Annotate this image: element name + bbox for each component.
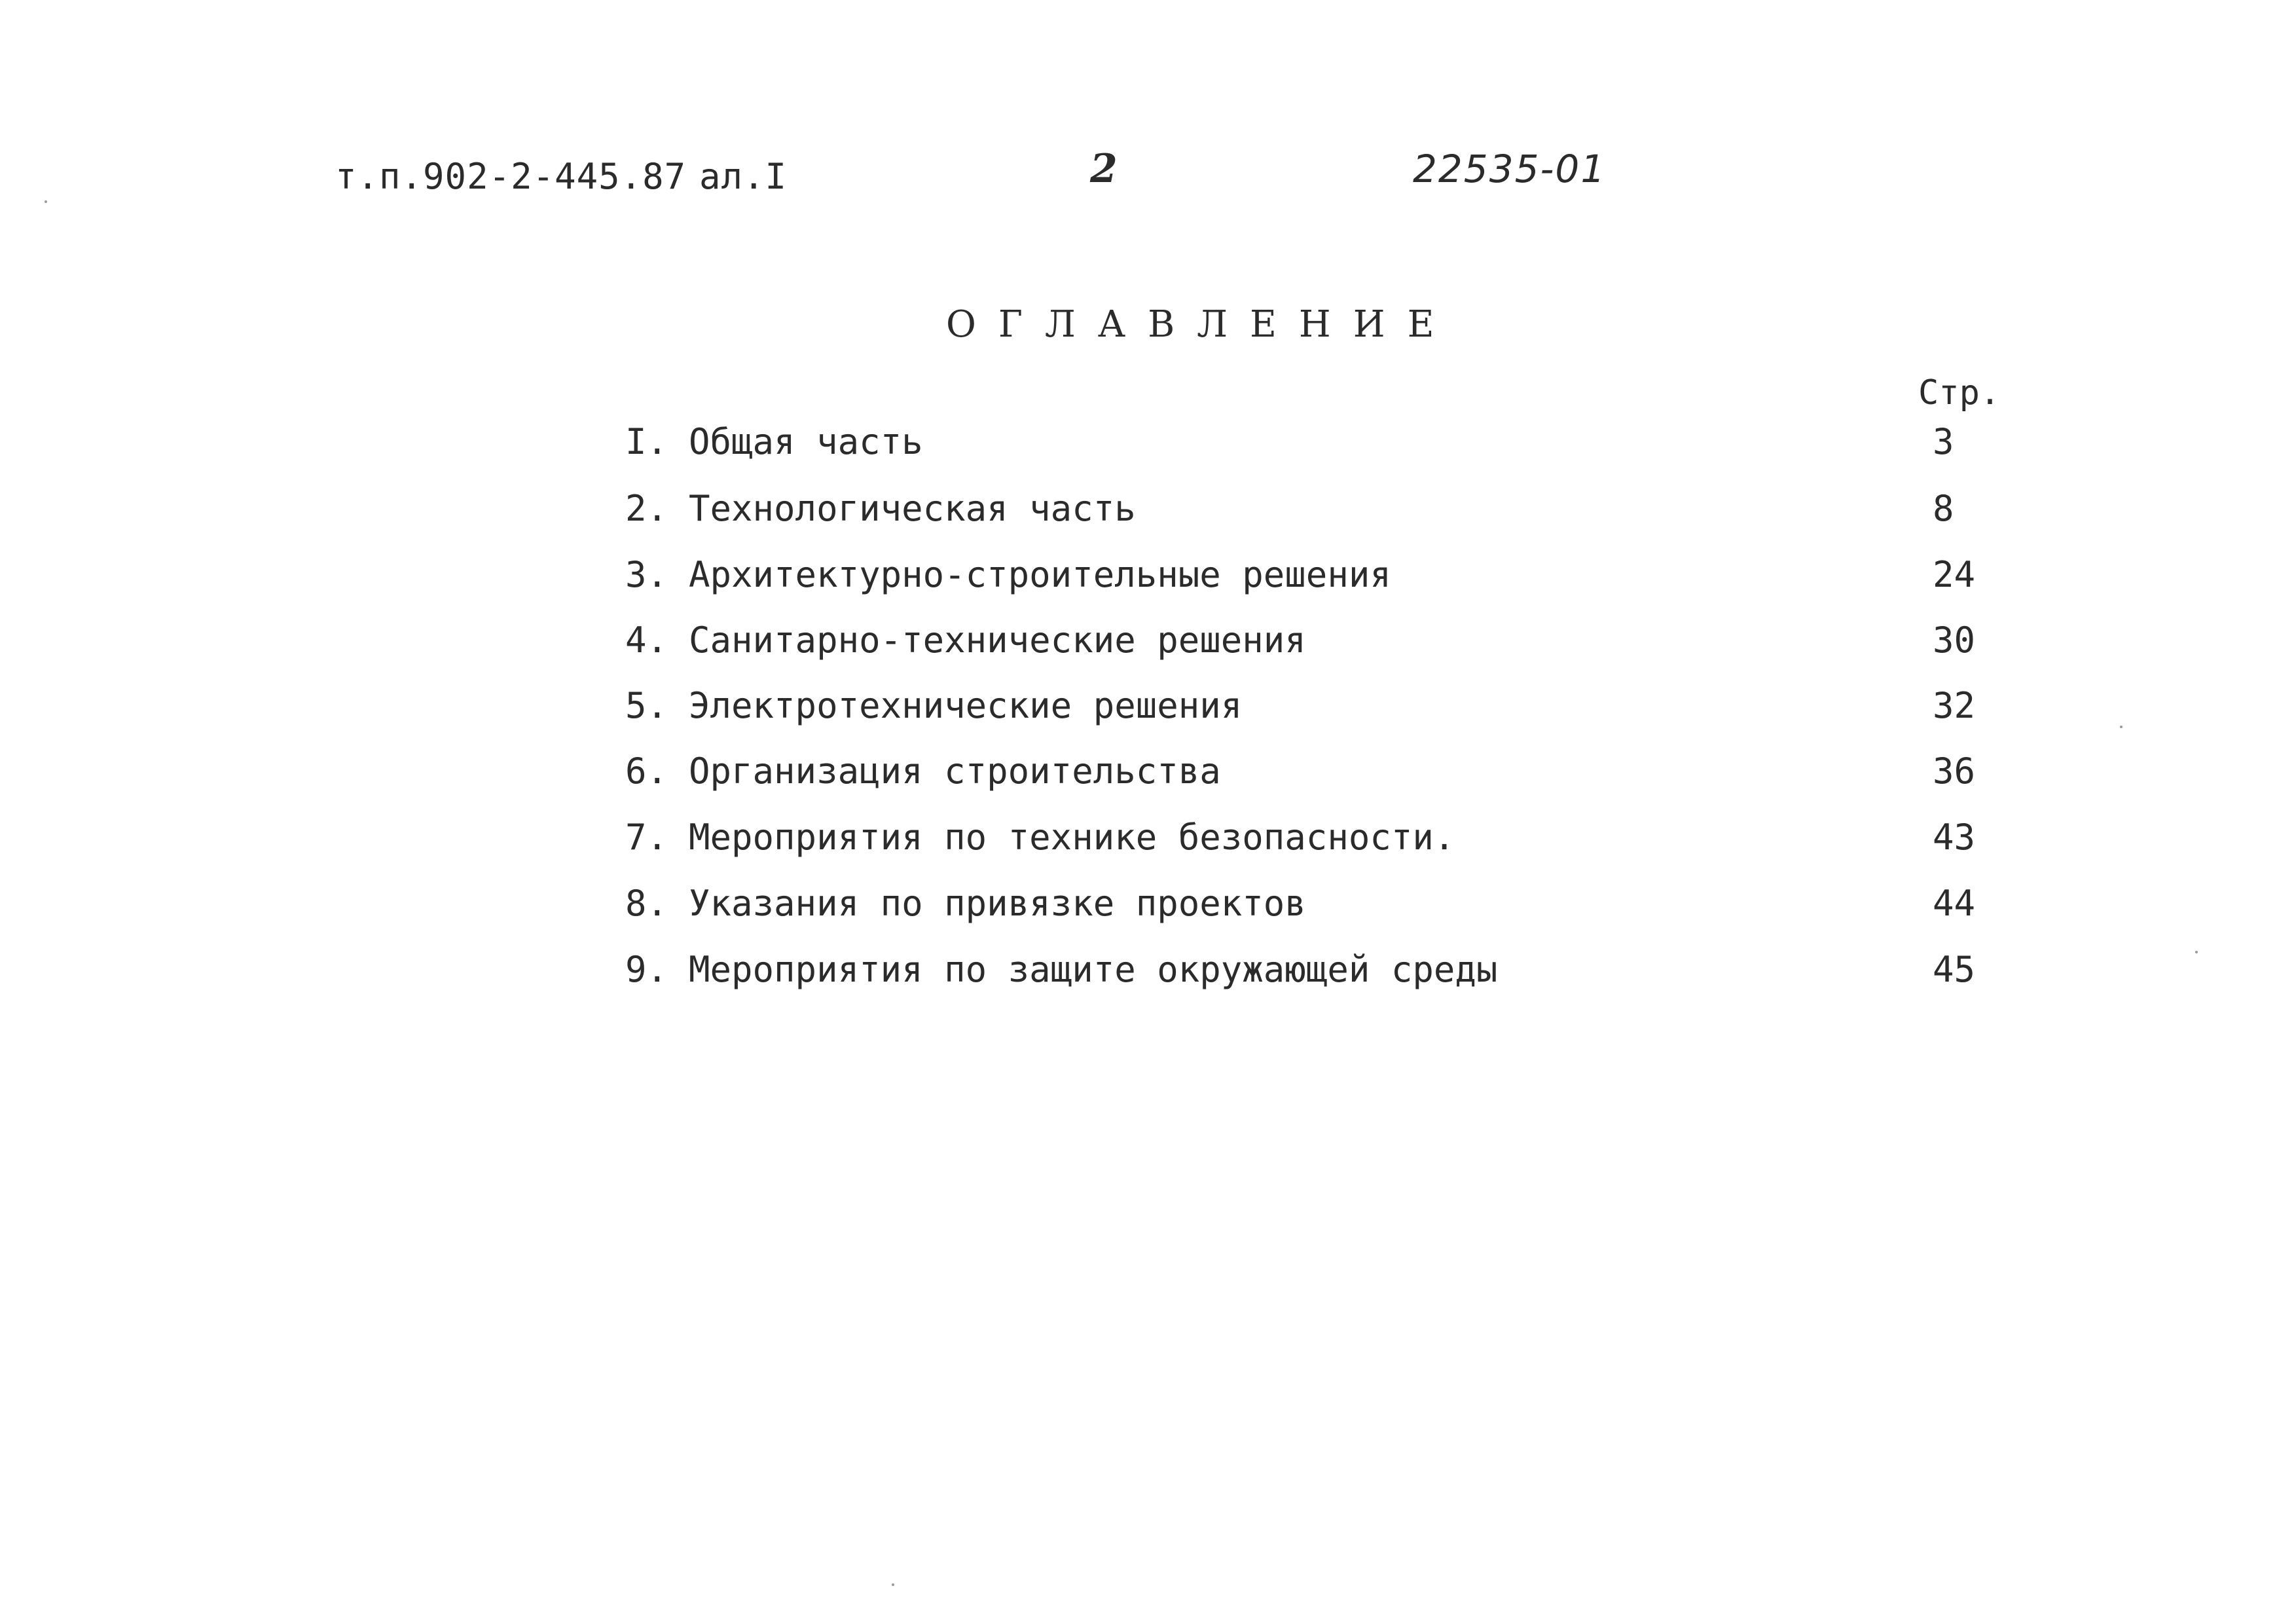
inventory-number: 22535-01: [1413, 147, 1607, 191]
toc-item-page: 24: [1933, 554, 1976, 595]
toc-item-number: 6.: [625, 750, 668, 792]
toc-item-number: 2.: [625, 488, 668, 529]
scan-speck: [2195, 951, 2198, 953]
sheet-label: ал.I: [699, 156, 788, 197]
toc-item: [0, 552, 2296, 604]
toc-item: [0, 748, 2296, 801]
toc-item-number: 9.: [625, 949, 668, 990]
page-number: 2: [1090, 146, 1118, 192]
toc-item-page: 44: [1933, 883, 1976, 924]
toc-title: ОГЛАВЛЕНИЕ: [946, 303, 1457, 346]
toc-item: [0, 815, 2296, 867]
toc-item: [0, 618, 2296, 670]
toc-item: [0, 683, 2296, 735]
toc-item: [0, 881, 2296, 933]
scan-speck: [45, 200, 47, 203]
toc-item-title: Организация строительства: [689, 750, 1221, 792]
toc-item-number: 8.: [625, 883, 668, 924]
toc-item-title: Санитарно-технические решения: [689, 619, 1306, 661]
page-column-label: Стр.: [1918, 373, 2001, 413]
toc-item-page: 36: [1933, 750, 1976, 792]
doc-code: т.п.902-2-445.87: [335, 156, 687, 197]
toc-item-number: I.: [625, 421, 668, 462]
toc-item-title: Мероприятия по защите окружающей среды: [689, 949, 1498, 990]
toc-item-page: 32: [1933, 685, 1976, 726]
scan-speck: [2120, 726, 2123, 728]
toc-item: [0, 419, 2296, 471]
toc-item-number: 7.: [625, 817, 668, 858]
toc-item-page: 3: [1933, 421, 1954, 462]
toc-item-title: Электротехнические решения: [689, 685, 1243, 726]
toc-item: [0, 947, 2296, 999]
toc-item-page: 8: [1933, 488, 1954, 529]
toc-item-title: Архитектурно-строительные решения: [689, 554, 1391, 595]
toc-item: [0, 486, 2296, 538]
toc-item-page: 45: [1933, 949, 1976, 990]
toc-item-number: 5.: [625, 685, 668, 726]
toc-item-page: 43: [1933, 817, 1976, 858]
scan-speck: [892, 1583, 894, 1586]
toc-item-title: Технологическая часть: [689, 488, 1136, 529]
toc-item-page: 30: [1933, 619, 1976, 661]
toc-item-number: 4.: [625, 619, 668, 661]
toc-item-number: 3.: [625, 554, 668, 595]
toc-item-title: Указания по привязке проектов: [689, 883, 1306, 924]
toc-item-title: Общая часть: [689, 421, 923, 462]
toc-item-title: Мероприятия по технике безопасности.: [689, 817, 1455, 858]
